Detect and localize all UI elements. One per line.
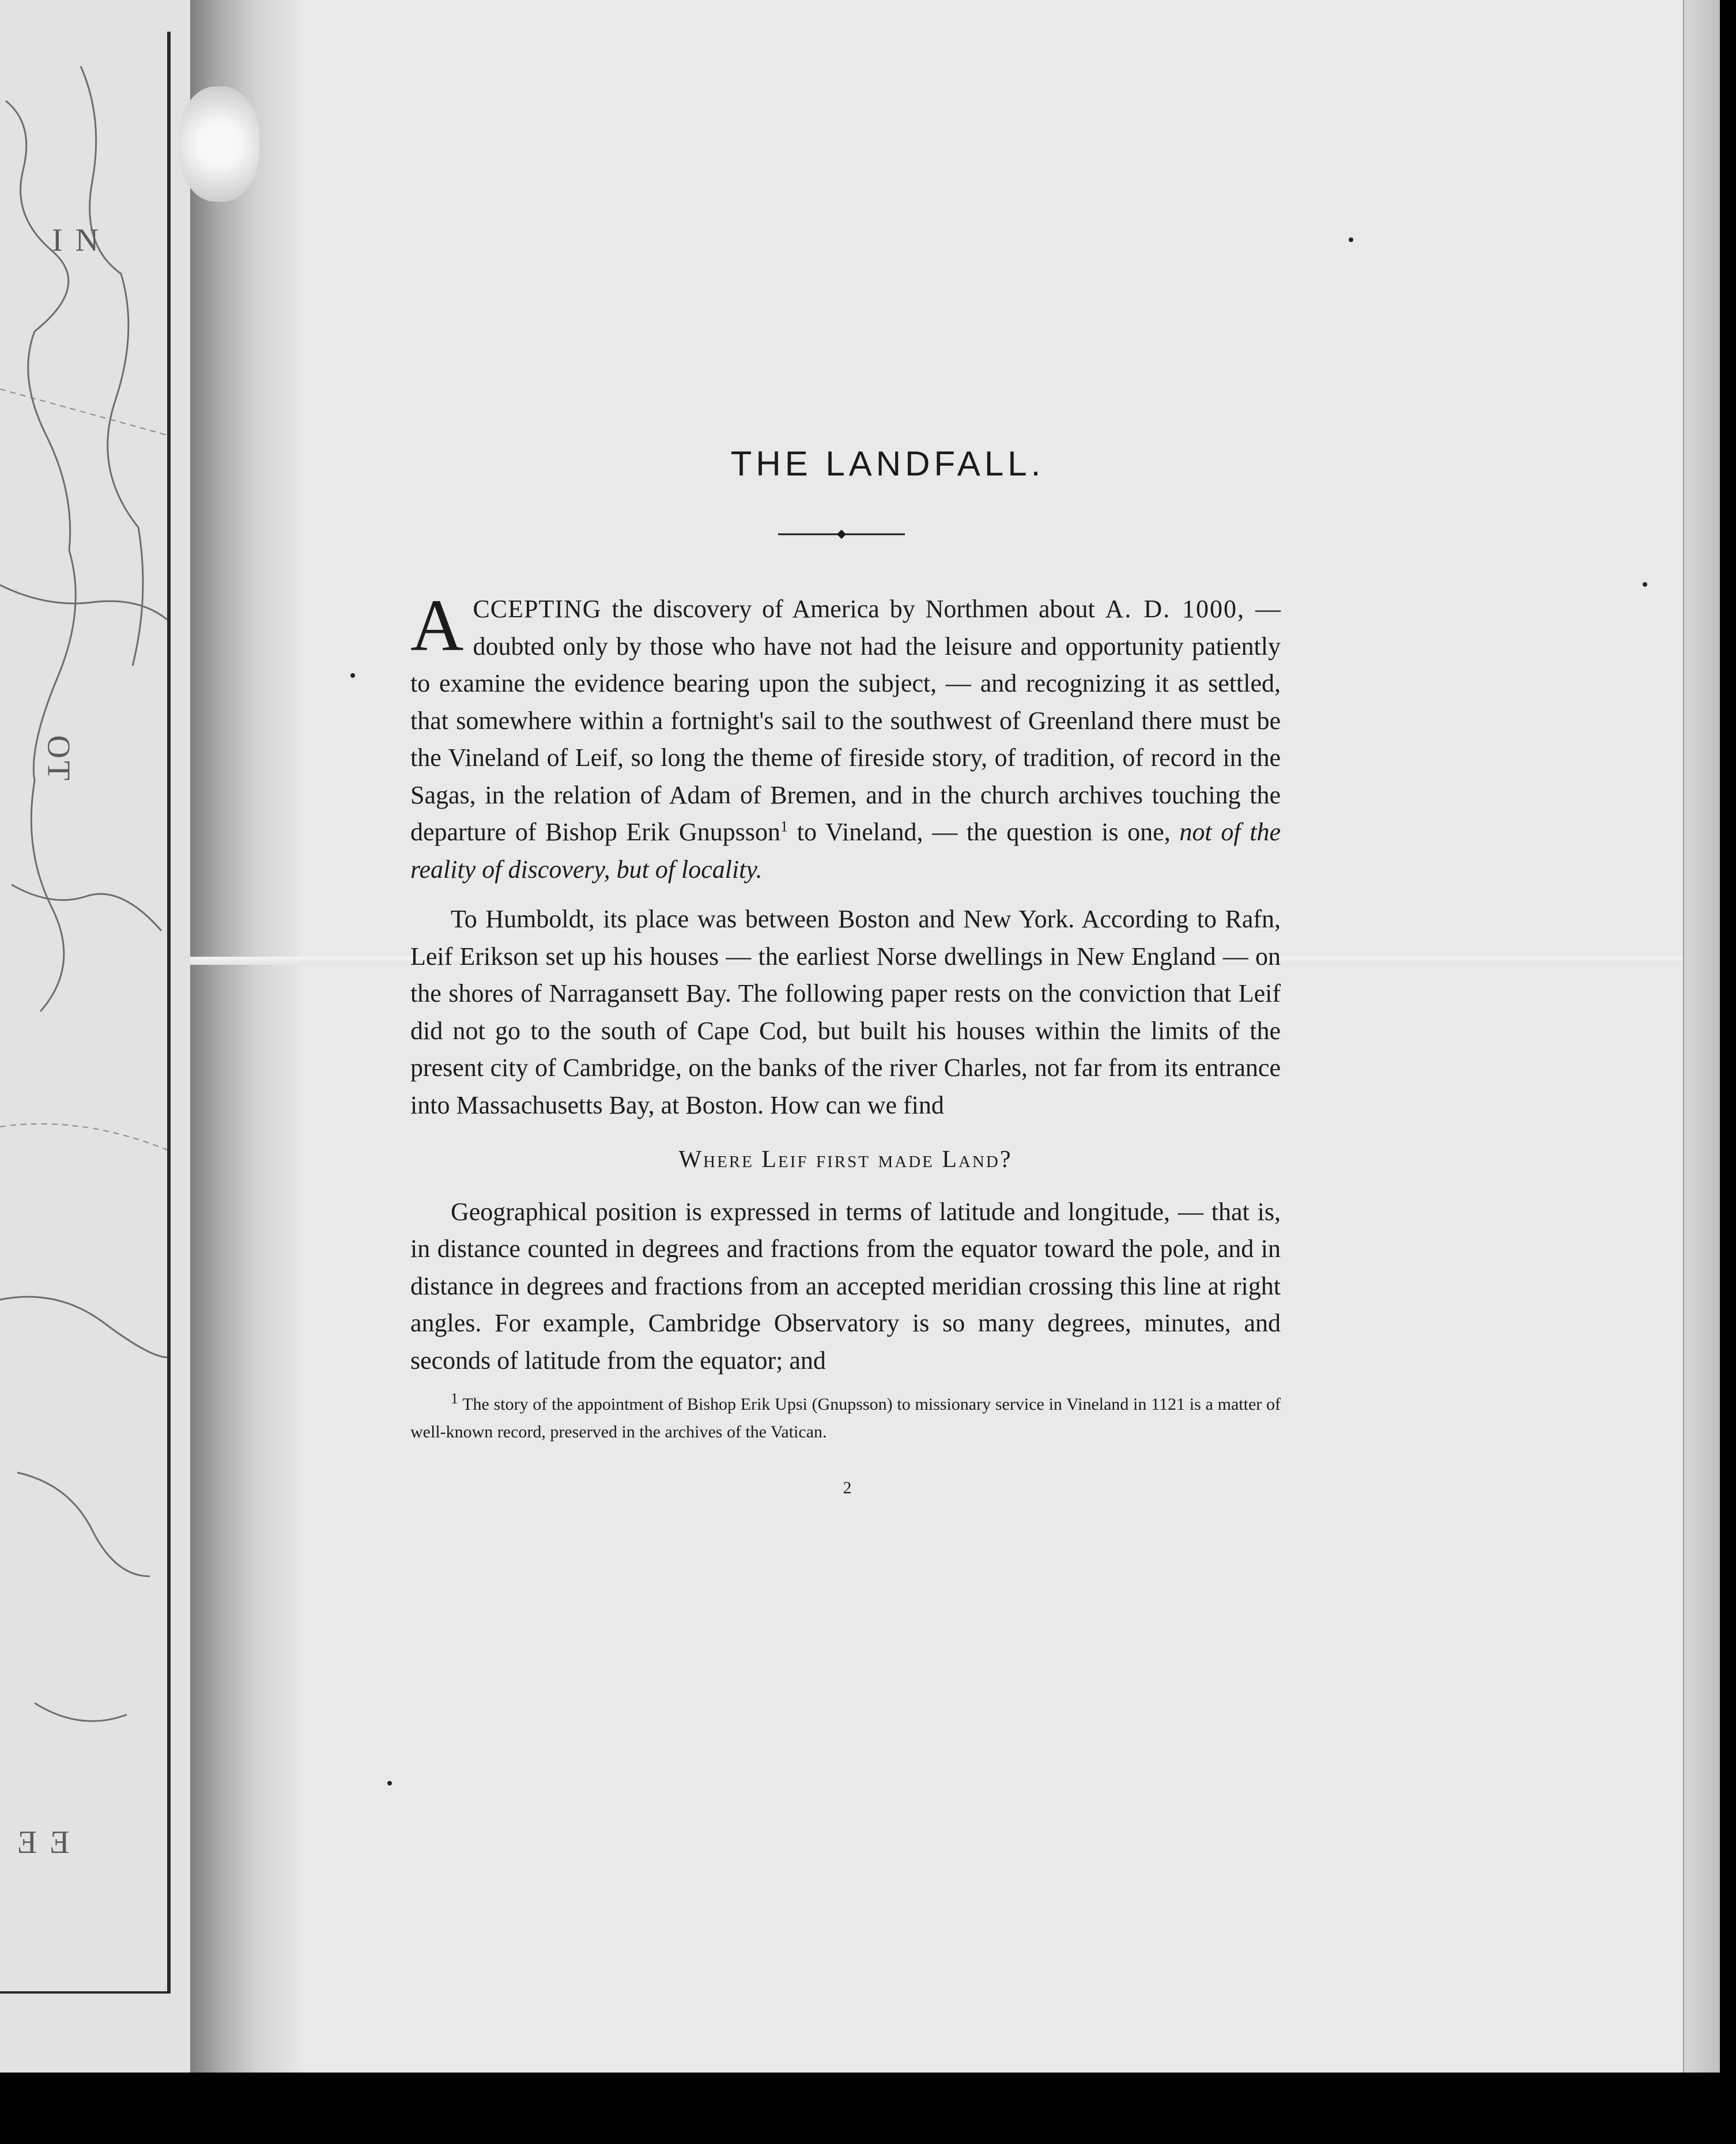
map-label-fragment: ΟΤ xyxy=(40,735,77,783)
page-edge xyxy=(1683,0,1720,2073)
scan-speck xyxy=(387,1781,392,1786)
lead-word: CCEPTING xyxy=(473,595,602,623)
scan-speck xyxy=(350,673,355,678)
map-illustration xyxy=(0,32,167,1991)
section-subheading: Where Leif first made Land? xyxy=(678,1146,1013,1173)
paragraph-3: Geographical position is expressed in terms of latitude and longitude, — that is, in distance counted in degrees and fractions from the equator toward the pole, and in distance in degrees and fractions from an accepted meridian crossing this line at right angles. For example, Cambridge Observatory is so many degrees, minutes, and seconds of latitude from the equator; and xyxy=(410,1197,1281,1375)
page-number: 2 xyxy=(843,1478,852,1497)
footnote-reference: 1 xyxy=(780,818,788,835)
paragraph-2: To Humboldt, its place was between Boston and New York. According to Rafn, Leif Erikson set up his houses — the earliest Norse dwellings in New England — on the shores of Narragansett Bay. The following paper rests on the conviction that Leif did not go to the south of Cape Cod, but built his houses within the limits of the present city of Cambridge, on the banks of the river Charles, not far from its entrance into Massachusetts Bay, at Boston. How can we find xyxy=(410,905,1281,1119)
scan-speck xyxy=(1643,582,1647,587)
italic-phrase: not of the reality of discovery, but of locality. xyxy=(410,818,1281,884)
drop-cap: A xyxy=(410,584,464,666)
opening-paragraph xyxy=(410,584,1281,888)
paper-stain xyxy=(179,86,259,202)
date-text: A. D. 1000, xyxy=(1105,595,1246,623)
footnote xyxy=(410,1391,1281,1446)
footnote-text: The story of the appointment of Bishop Erik Upsi (Gnupsson) to missionary service in Vineland in 1121 is a matter of well-known record, preserved in the archives of the Vatican. xyxy=(410,1395,1281,1441)
chapter-title: THE LANDFALL. xyxy=(730,444,1045,483)
map-label-fragment: Ι Ν xyxy=(52,222,101,258)
paragraph-text: — doubted only by those who have not had the leisure and opportunity patiently to examine the evidence bearing upon the subject, — and recognizing it as settled, that somewhere within a fortnight's sail to the southwest of Greenland there must be the Vineland of Leif, so long the theme of fireside story, of tradition, of record in the Sagas, in the relation of Adam of Bremen, and in the church archives touching the departure of Bishop Erik Gnupsson xyxy=(410,595,1281,846)
map-label-fragment: Ǝ Ǝ xyxy=(17,1825,72,1860)
title-ornament xyxy=(778,526,905,543)
map-border xyxy=(0,32,171,1994)
paragraph-text: the discovery of America by Northmen about xyxy=(601,595,1105,623)
book-gutter xyxy=(190,0,300,2073)
paragraph-text: to Vineland, — the question is one, xyxy=(788,818,1180,846)
body-text xyxy=(410,584,1281,1446)
facing-map-page xyxy=(0,0,215,2073)
footnote-marker: 1 xyxy=(451,1390,458,1407)
scan-speck xyxy=(1349,237,1353,242)
